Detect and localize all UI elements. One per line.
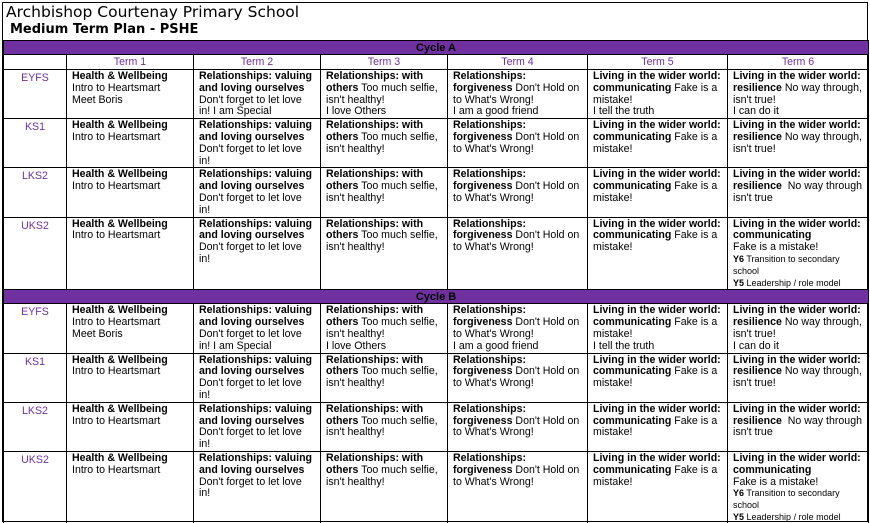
table-row [4,70,869,119]
level-label: UKS2 [4,451,67,523]
term6-cell: Living in the wider world: communicating Fake is a mistake! Y6 Transition to secondary school Y5 Leadership / role model [728,451,869,523]
term6-cell: Living in the wider world: resilience No way through isn't true [728,402,869,451]
level-label: EYFS [4,304,67,353]
term4-cell: Relationships: forgiveness Don't Hold on to What's Wrong! [448,353,588,402]
term3-cell: Relationships: with others Too much selfie, isn't healthy! [321,217,448,290]
term-header-row-a [4,55,869,70]
term-header: Term 3 [321,55,448,70]
level-label: EYFS [4,70,67,119]
term5-cell: Living in the wider world: communicating Fake is a mistake! [588,451,728,523]
term4-cell: Relationships: forgiveness Don't Hold on to What's Wrong! I am a good friend [448,304,588,353]
term1-cell: Health & Wellbeing Intro to Heartsmart [67,451,194,523]
term5-cell: Living in the wider world: communicating Fake is a mistake! [588,402,728,451]
level-label: LKS2 [4,168,67,217]
level-label: LKS2 [4,402,67,451]
term-header: Term 4 [448,55,588,70]
term6-cell: Living in the wider world: resilience No way through, isn't true! [728,353,869,402]
term-header: Term 6 [728,55,869,70]
term4-cell: Relationships: forgiveness Don't Hold on to What's Wrong! [448,451,588,523]
table-row [4,353,869,402]
term4-cell: Relationships: forgiveness Don't Hold on to What's Wrong! [448,168,588,217]
term6-cell: Living in the wider world: resilience No way through, isn't true! [728,119,869,168]
term2-cell: Relationships: valuing and loving ourselves Don't forget to let love in! [194,119,321,168]
term4-cell: Relationships: forgiveness Don't Hold on to What's Wrong! I am a good friend [448,70,588,119]
term-header: Term 5 [588,55,728,70]
term6-cell: Living in the wider world: communicating Fake is a mistake! Y6 Transition to secondary school Y5 Leadership / role model [728,217,869,290]
term3-cell: Relationships: with others Too much selfie, isn't healthy! I love Others [321,304,448,353]
term-header: Term 2 [194,55,321,70]
term2-cell: Relationships: valuing and loving ourselves Don't forget to let love in! [194,353,321,402]
term5-cell: Living in the wider world: communicating Fake is a mistake! I tell the truth [588,304,728,353]
level-label: UKS2 [4,217,67,290]
term1-cell: Health & Wellbeing Intro to Heartsmart Meet Boris [67,70,194,119]
term5-cell: Living in the wider world: communicating Fake is a mistake! I tell the truth [588,70,728,119]
level-label: KS1 [4,119,67,168]
term1-cell: Health & Wellbeing Intro to Heartsmart [67,353,194,402]
term3-cell: Relationships: with others Too much selfie, isn't healthy! [321,353,448,402]
term2-cell: Relationships: valuing and loving ourselves Don't forget to let love in! [194,168,321,217]
term3-cell: Relationships: with others Too much selfie, isn't healthy! [321,451,448,523]
table-row [4,402,869,451]
term6-cell: Living in the wider world: resilience No way through, isn't true! I can do it [728,70,869,119]
plan-title: Medium Term Plan - PSHE [10,22,199,37]
term2-cell: Relationships: valuing and loving ourselves Don't forget to let love in! [194,217,321,290]
term3-cell: Relationships: with others Too much selfie, isn't healthy! [321,168,448,217]
term1-cell: Health & Wellbeing Intro to Heartsmart [67,402,194,451]
corner-cell [4,55,67,70]
term4-cell: Relationships: forgiveness Don't Hold on to What's Wrong! [448,402,588,451]
term6-cell: Living in the wider world: resilience No way through isn't true [728,168,869,217]
term2-cell: Relationships: valuing and loving ourselves Don't forget to let love in! [194,402,321,451]
term2-cell: Relationships: valuing and loving ourselves Don't forget to let love in! I am Special [194,304,321,353]
term3-cell: Relationships: with others Too much selfie, isn't healthy! [321,402,448,451]
table-row [4,304,869,353]
level-label: KS1 [4,353,67,402]
school-name: Archbishop Courtenay Primary School [6,3,300,21]
term5-cell: Living in the wider world: communicating Fake is a mistake! [588,119,728,168]
term1-cell: Health & Wellbeing Intro to Heartsmart [67,168,194,217]
term3-cell: Relationships: with others Too much selfie, isn't healthy! [321,119,448,168]
table-row [4,168,869,217]
term5-cell: Living in the wider world: communicating Fake is a mistake! [588,217,728,290]
table-row [4,217,869,290]
term1-cell: Health & Wellbeing Intro to Heartsmart [67,119,194,168]
cycle-b-row [4,290,869,304]
table-row [4,451,869,523]
term6-cell: Living in the wider world: resilience No way through, isn't true! I can do it [728,304,869,353]
term2-cell: Relationships: valuing and loving ourselves Don't forget to let love in! [194,451,321,523]
table-row [4,119,869,168]
term5-cell: Living in the wider world: communicating Fake is a mistake! [588,353,728,402]
term4-cell: Relationships: forgiveness Don't Hold on to What's Wrong! [448,217,588,290]
term3-cell: Relationships: with others Too much selfie, isn't healthy! I love Others [321,70,448,119]
term1-cell: Health & Wellbeing Intro to Heartsmart Meet Boris [67,304,194,353]
cycle-a-row [4,41,869,55]
term4-cell: Relationships: forgiveness Don't Hold on to What's Wrong! [448,119,588,168]
term5-cell: Living in the wider world: communicating Fake is a mistake! [588,168,728,217]
cycle-b-label: Cycle B [4,290,869,304]
plan-table [3,40,869,523]
term2-cell: Relationships: valuing and loving ourselves Don't forget to let love in! I am Special [194,70,321,119]
term1-cell: Health & Wellbeing Intro to Heartsmart [67,217,194,290]
term-header: Term 1 [67,55,194,70]
cycle-a-label: Cycle A [4,41,869,55]
